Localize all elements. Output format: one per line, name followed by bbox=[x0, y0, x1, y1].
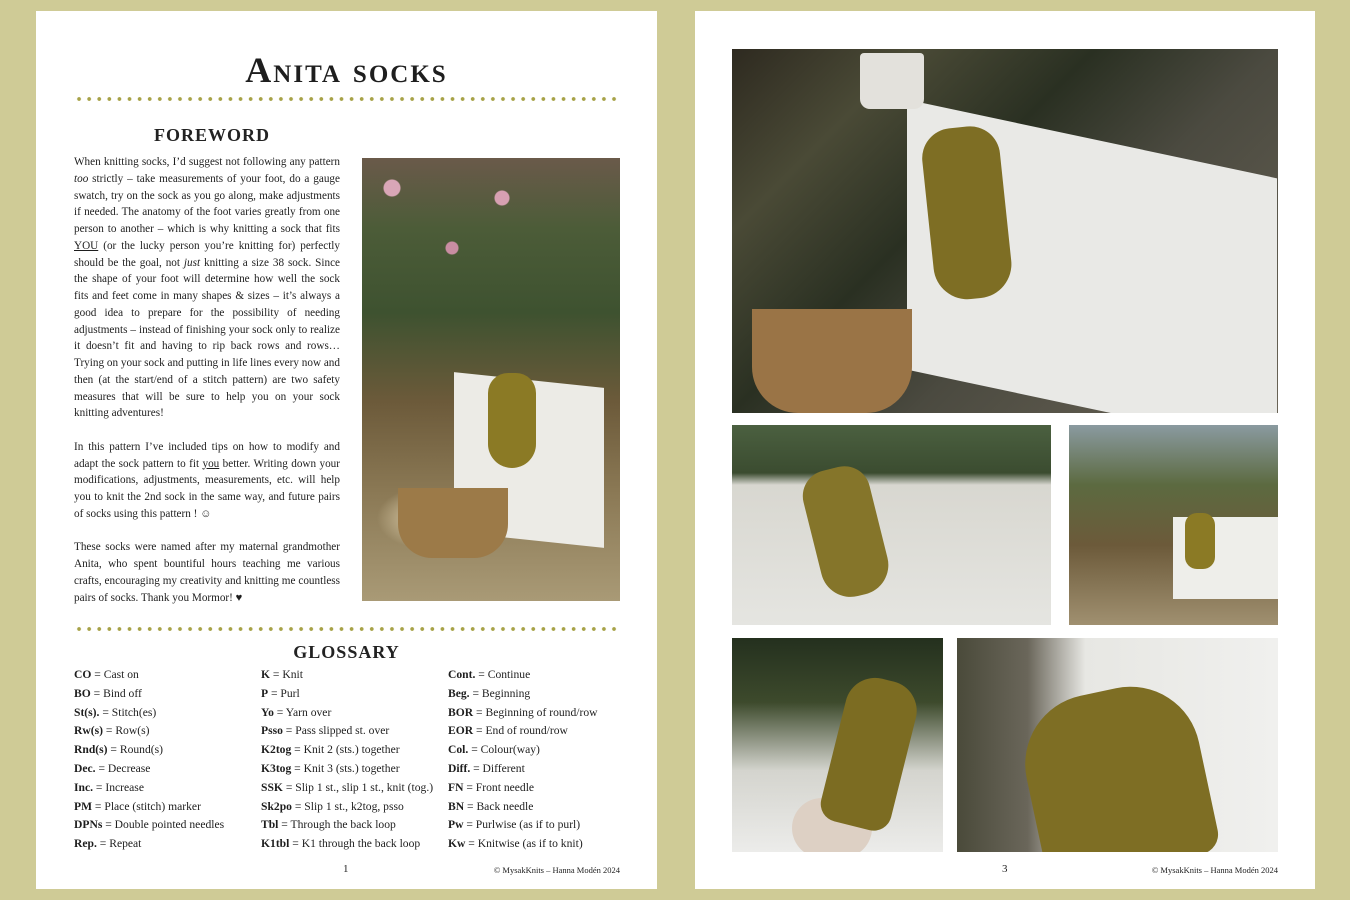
glossary-definition: = Back needle bbox=[464, 799, 534, 813]
glossary-definition: = Through the back loop bbox=[278, 818, 396, 832]
glossary-definition: = Pass slipped st. over bbox=[282, 724, 390, 738]
glossary-definition: = Row(s) bbox=[102, 724, 150, 738]
glossary-abbreviation: Beg. bbox=[448, 686, 470, 700]
glossary-definition: = Cast on bbox=[91, 668, 139, 681]
glossary-entry bbox=[261, 741, 433, 760]
glossary-entry bbox=[74, 685, 224, 704]
glossary-definition: = Continue bbox=[475, 668, 531, 681]
glossary-entry bbox=[448, 816, 598, 835]
glossary-definition: = Stitch(es) bbox=[99, 705, 157, 719]
glossary-abbreviation: DPNs bbox=[74, 818, 103, 832]
glossary-definition: = Bind off bbox=[90, 686, 142, 700]
glossary-abbreviation: SSK bbox=[261, 780, 283, 794]
glossary-entry bbox=[74, 666, 224, 685]
sock-worn-photo bbox=[732, 638, 943, 852]
glossary-definition: = Beginning bbox=[469, 686, 531, 700]
copyright-footer: © MysakKnits – Hanna Modén 2024 bbox=[1151, 865, 1278, 875]
glossary-entry bbox=[448, 741, 598, 760]
glossary-entry bbox=[74, 798, 224, 817]
glossary-definition: = Repeat bbox=[96, 837, 142, 851]
foreword-paragraph: These socks were named after my maternal grandmother Anita, who spent bountiful hours teaching me various crafts, encouraging my creativity and knitting me countless pairs of socks. Thank you Mormor! ♥ bbox=[74, 541, 340, 604]
glossary-entry bbox=[261, 835, 433, 854]
glossary-abbreviation: Rw(s) bbox=[74, 724, 103, 738]
glossary-abbreviation: Rnd(s) bbox=[74, 743, 108, 757]
glossary-abbreviation: Pw bbox=[448, 818, 464, 832]
oleander-flowers bbox=[362, 158, 620, 278]
glossary-abbreviation: Diff. bbox=[448, 761, 471, 775]
glossary-entry bbox=[261, 779, 433, 798]
glossary-definition: = Place (stitch) marker bbox=[92, 799, 201, 813]
dotted-divider bbox=[74, 627, 619, 631]
glossary-abbreviation: Dec. bbox=[74, 761, 96, 775]
glossary-definition: = Front needle bbox=[463, 780, 535, 794]
glossary-entry bbox=[261, 666, 433, 685]
foreword-heading: FOREWORD bbox=[154, 125, 270, 145]
glossary-definition: = Beginning of round/row bbox=[473, 705, 598, 719]
glossary-entry bbox=[74, 704, 224, 723]
glossary-definition: = Knit bbox=[270, 668, 303, 681]
glossary-abbreviation: K bbox=[261, 668, 271, 681]
foreword-text bbox=[74, 154, 340, 623]
glossary-entry bbox=[74, 722, 224, 741]
glossary-abbreviation: Yo bbox=[261, 705, 274, 719]
knitted-sock bbox=[817, 672, 923, 835]
foreword-paragraph: In this pattern I’ve included tips on how to modify and adapt the sock pattern to fit you better. Writing down your modifications, adjustments, measurements, etc. will help you to knit the 2nd sock in the same way, and future pairs of socks using this pattern ! ☺ bbox=[74, 440, 340, 520]
glossary-column bbox=[74, 666, 224, 854]
sock-closeup-photo bbox=[732, 425, 1051, 625]
glossary-entry bbox=[74, 760, 224, 779]
glossary-abbreviation: BN bbox=[448, 799, 465, 813]
glossary-abbreviation: Rep. bbox=[74, 837, 97, 851]
glossary-entry bbox=[74, 741, 224, 760]
glossary-definition: = Slip 1 st., slip 1 st., knit (tog.) bbox=[282, 780, 434, 794]
glossary-definition: = Round(s) bbox=[107, 743, 164, 757]
glossary-definition: = End of round/row bbox=[473, 724, 568, 738]
glossary-entry bbox=[74, 816, 224, 835]
glossary-abbreviation: PM bbox=[74, 799, 93, 813]
page-number: 1 bbox=[343, 863, 349, 875]
glossary-definition: = Slip 1 st., k2tog, psso bbox=[291, 799, 404, 813]
copyright-footer: © MysakKnits – Hanna Modén 2024 bbox=[493, 865, 620, 875]
glossary-definition: = K1 through the back loop bbox=[289, 837, 421, 851]
glossary-entry bbox=[261, 704, 433, 723]
glossary-abbreviation: P bbox=[261, 686, 269, 700]
glossary-abbreviation: Kw bbox=[448, 837, 466, 851]
glossary-abbreviation: BO bbox=[74, 686, 91, 700]
glossary-column bbox=[448, 666, 598, 854]
glossary-definition: = Increase bbox=[93, 780, 144, 794]
knitted-sock bbox=[1012, 674, 1222, 852]
glossary-entry bbox=[448, 760, 598, 779]
glossary-entry bbox=[261, 685, 433, 704]
glossary-entry bbox=[261, 798, 433, 817]
pattern-title: Anita socks bbox=[245, 50, 448, 90]
mug bbox=[860, 53, 924, 109]
glossary-entry bbox=[448, 835, 598, 854]
glossary-column bbox=[261, 666, 433, 854]
glossary-abbreviation: CO bbox=[74, 668, 92, 681]
page-number: 3 bbox=[1002, 863, 1008, 875]
sock-flat-photo bbox=[957, 638, 1278, 852]
glossary-definition: = Different bbox=[470, 761, 525, 775]
glossary-abbreviation: K2tog bbox=[261, 743, 292, 757]
glossary-definition: = Knit 2 (sts.) together bbox=[291, 743, 400, 757]
glossary-abbreviation: EOR bbox=[448, 724, 474, 738]
sock-on-chair-photo bbox=[362, 158, 620, 601]
chair-scene-photo bbox=[1069, 425, 1278, 625]
glossary-abbreviation: Sk2po bbox=[261, 799, 292, 813]
glossary-entry bbox=[448, 666, 598, 685]
glossary-entry bbox=[74, 779, 224, 798]
yarn-basket bbox=[752, 309, 912, 413]
knitted-sock bbox=[488, 373, 536, 468]
glossary-abbreviation: Psso bbox=[261, 724, 283, 738]
glossary-abbreviation: K3tog bbox=[261, 761, 292, 775]
glossary-abbreviation: Inc. bbox=[74, 780, 94, 794]
glossary-abbreviation: St(s). bbox=[74, 705, 100, 719]
glossary-entry bbox=[448, 704, 598, 723]
glossary-entry bbox=[448, 722, 598, 741]
glossary-entry bbox=[448, 685, 598, 704]
glossary-definition: = Decrease bbox=[95, 761, 151, 775]
glossary-entry bbox=[261, 816, 433, 835]
glossary-entry bbox=[261, 760, 433, 779]
glossary-entry bbox=[261, 722, 433, 741]
glossary-definition: = Knit 3 (sts.) together bbox=[291, 761, 400, 775]
glossary-abbreviation: FN bbox=[448, 780, 464, 794]
glossary-entry bbox=[448, 779, 598, 798]
foreword-paragraph: When knitting socks, I’d suggest not following any pattern too strictly – take measurements of your foot, do a gauge swatch, try on the sock as you go along, make adjustments if needed. The anatomy of the foot varies greatly from one person to another – which is why knitting a sock that fits YOU (or the lucky person you’re knitting for) perfectly should be the goal, not just knitting a size 38 sock. Since the shape of your foot will determine how well the sock fits and feet come in many shapes & sizes – it’s always a good idea to prepare for the possibility of needing adjustments – instead of finishing your sock only to realize it doesn’t fit and having to rip back rows and rows… Trying on your sock and putting in life lines every now and then (at the start/end of a stitch pattern) are two safety measures that will be sure to help you on your sock knitting adventures! bbox=[74, 156, 341, 420]
glossary-abbreviation: K1tbl bbox=[261, 837, 290, 851]
page-left bbox=[36, 11, 657, 889]
knitted-sock bbox=[797, 461, 894, 604]
page-right bbox=[695, 11, 1315, 889]
glossary-heading: GLOSSARY bbox=[293, 642, 400, 662]
glossary-definition: = Purlwise (as if to purl) bbox=[463, 818, 581, 832]
knitted-sock bbox=[1185, 513, 1215, 569]
glossary-abbreviation: BOR bbox=[448, 705, 474, 719]
glossary-definition: = Purl bbox=[268, 686, 300, 700]
glossary-entry bbox=[74, 835, 224, 854]
glossary-abbreviation: Cont. bbox=[448, 668, 476, 681]
dotted-divider bbox=[74, 97, 619, 101]
yarn-basket bbox=[398, 488, 508, 558]
glossary-definition: = Knitwise (as if to knit) bbox=[465, 837, 583, 851]
glossary-entry bbox=[448, 798, 598, 817]
sock-on-towel-photo bbox=[732, 49, 1278, 413]
glossary-definition: = Colour(way) bbox=[468, 743, 540, 757]
glossary-abbreviation: Col. bbox=[448, 743, 469, 757]
glossary-abbreviation: Tbl bbox=[261, 818, 279, 832]
glossary-definition: = Yarn over bbox=[273, 705, 332, 719]
glossary-definition: = Double pointed needles bbox=[102, 818, 225, 832]
